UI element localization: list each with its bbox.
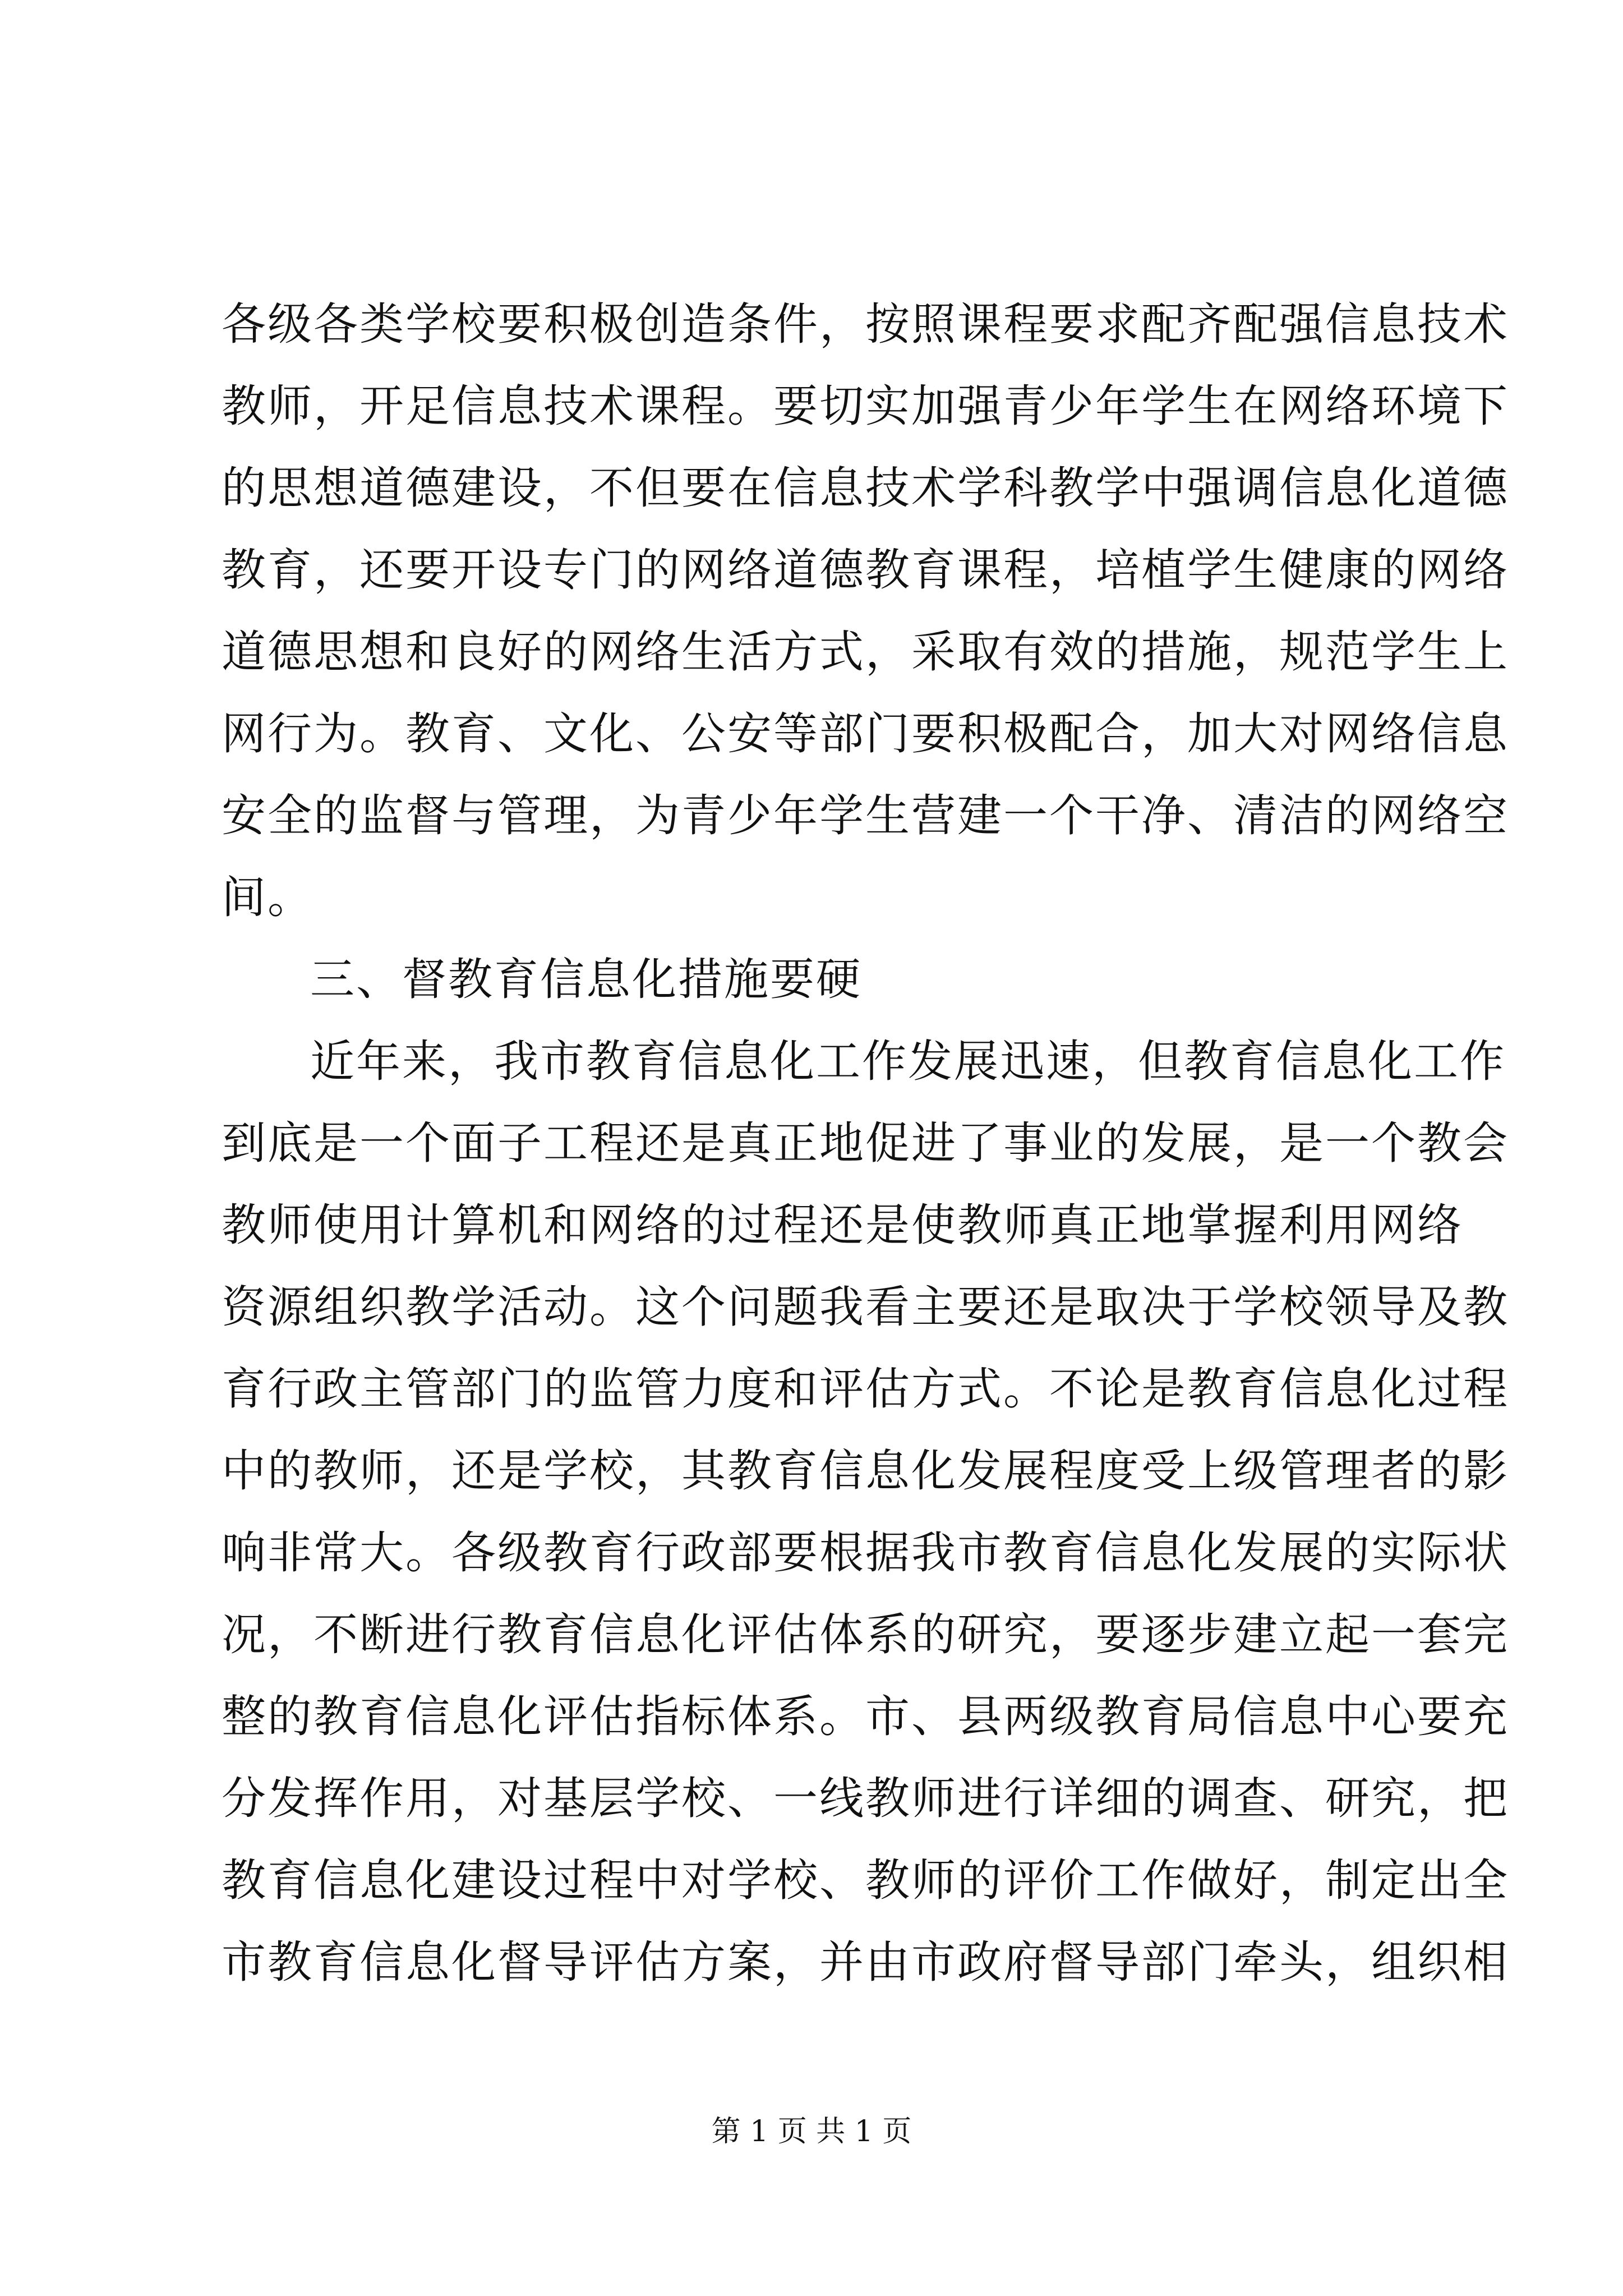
page-footer xyxy=(0,2112,1623,2151)
text-line: 教师使用计算机和网络的过程还是使教师真正地掌握利用网络 xyxy=(222,1199,1463,1251)
text-line: 教师，开足信息技术课程。要切实加强青少年学生在网络环境下 xyxy=(222,380,1509,432)
text-line: 教育，还要开设专门的网络道德教育课程，培植学生健康的网络 xyxy=(222,544,1509,596)
text-line: 安全的监督与管理，为青少年学生营建一个干净、清洁的网络空 xyxy=(222,790,1509,841)
text-line: 间。 xyxy=(222,872,313,923)
text-line: 到底是一个面子工程还是真正地促进了事业的发展，是一个教会 xyxy=(222,1117,1509,1169)
text-line: 况，不断进行教育信息化评估体系的研究，要逐步建立起一套完 xyxy=(222,1609,1509,1660)
page-number-label: 第 1 页 共 1 页 xyxy=(711,2115,912,2148)
text-line: 市教育信息化督导评估方案，并由市政府督导部门牵头，组织相 xyxy=(222,1936,1509,1988)
text-line: 分发挥作用，对基层学校、一线教师进行详细的调查、研究，把 xyxy=(222,1773,1509,1824)
text-line: 网行为。教育、文化、公安等部门要积极配合，加大对网络信息 xyxy=(222,708,1509,760)
text-line: 近年来，我市教育信息化工作发展迅速，但教育信息化工作 xyxy=(310,1036,1506,1087)
section-heading: 三、督教育信息化措施要硬 xyxy=(310,954,862,1005)
text-line: 道德思想和良好的网络生活方式，采取有效的措施，规范学生上 xyxy=(222,626,1509,678)
text-line: 育行政主管部门的监管力度和评估方式。不论是教育信息化过程 xyxy=(222,1363,1509,1415)
text-line: 各级各类学校要积极创造条件，按照课程要求配齐配强信息技术 xyxy=(222,298,1509,350)
text-line: 整的教育信息化评估指标体系。市、县两级教育局信息中心要充 xyxy=(222,1691,1509,1742)
text-line: 教育信息化建设过程中对学校、教师的评价工作做好，制定出全 xyxy=(222,1855,1509,1906)
text-line: 资源组织教学活动。这个问题我看主要还是取决于学校领导及教 xyxy=(222,1281,1509,1333)
text-line: 的思想道德建设，不但要在信息技术学科教学中强调信息化道德 xyxy=(222,462,1509,514)
text-line: 响非常大。各级教育行政部要根据我市教育信息化发展的实际状 xyxy=(222,1527,1509,1579)
body-text xyxy=(222,283,1509,2003)
text-line: 中的教师，还是学校，其教育信息化发展程度受上级管理者的影 xyxy=(222,1445,1509,1497)
